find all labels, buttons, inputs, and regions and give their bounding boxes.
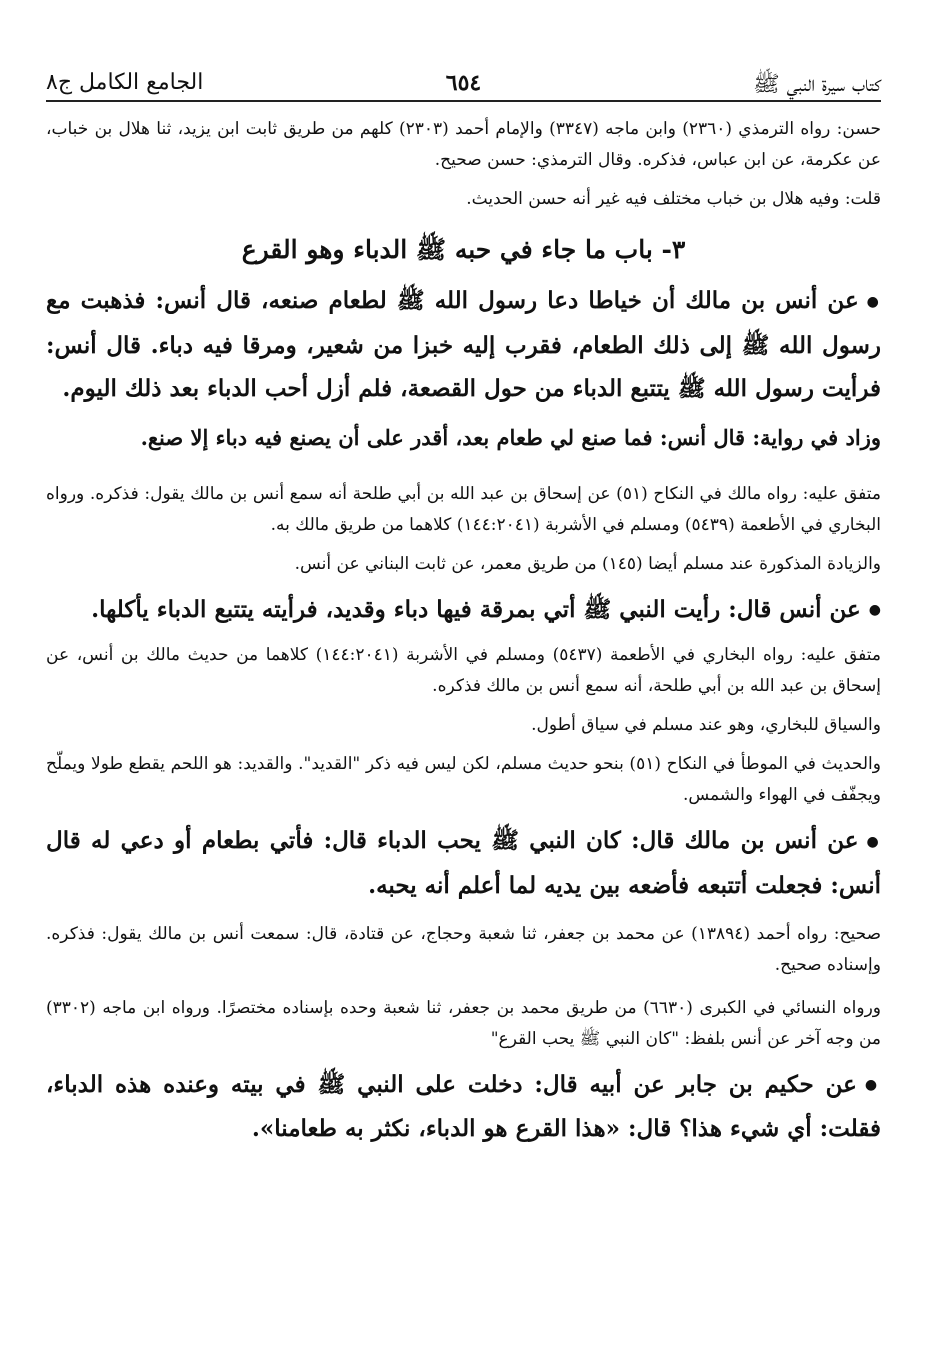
takhrij-paragraph: صحيح: رواه أحمد (١٣٨٩٤) عن محمد بن جعفر، ثنا شعبة وحجاج، عن قتادة، قال: سمعت أنس بن مالك يقول: فذكره. وإسناده صحيح. — [46, 923, 882, 975]
takhrij-paragraph: والحديث في الموطأ في النكاح (٥١) بنحو حديث مسلم، لكن ليس فيه ذكر "القديد". والقديد: هو اللحم يقطع طولا ويملّح ويجفّف في الهواء والشمس. — [46, 754, 881, 805]
takhrij-paragraph: متفق عليه: رواه مالك في النكاح (٥١) عن إسحاق بن عبد الله بن أبي طلحة أنه سمع أنس بن مالك يقول: فذكره. ورواه البخاري في الأطعمة (٥٤٣٩) ومسلم في الأشربة (١٤٤:٢٠٤١) كلاهما من طريق مالك به. — [46, 483, 881, 535]
chapter-heading: ٣- باب ما جاء في حبه ﷺ الدباء وهو القرع — [241, 235, 686, 264]
note-paragraph: قلت: وفيه هلال بن خباب مختلف فيه غير أنه حسن الحديث. — [466, 189, 881, 209]
hadith-paragraph: ● عن أنس قال: رأيت النبي ﷺ أتي بمرقة فيها دباء وقديد، فرأيته يتتبع الدباء يأكلها. — [46, 588, 881, 633]
hadith-paragraph: ● عن حكيم بن جابر عن أبيه قال: دخلت على النبي ﷺ في بيته وعنده هذه الدباء، فقلت: أي شيء هذا؟ قال: «هذا القرع هو الدباء، نكثر به طعامنا». — [46, 1063, 881, 1151]
page-content — [46, 114, 881, 1150]
hadith-addition: وزاد في رواية: قال أنس: فما صنع لي طعام بعد، أقدر على أن يصنع فيه دباء إلا صنع. — [140, 424, 881, 450]
book-title: كتاب سيرة النبي ﷺ — [753, 72, 881, 97]
page-number: ٦٥٤ — [445, 70, 482, 96]
footnote-paragraph: حسن: رواه الترمذي (٢٣٦٠) وابن ماجه (٣٣٤٧) والإمام أحمد (٢٣٠٣) كلهم من طريق ثابت ابن يزيد، ثنا هلال بن خباب، عن عكرمة، عن ابن عباس، فذكره. وقال الترمذي: حسن صحيح. — [46, 119, 882, 170]
series-title: الجامع الكامل ج٨ — [46, 70, 204, 95]
takhrij-paragraph: والسياق للبخاري، وهو عند مسلم في سياق أطول. — [531, 715, 881, 735]
page-header — [46, 40, 881, 102]
takhrij-paragraph: ورواه النسائي في الكبرى (٦٦٣٠) من طريق محمد بن جعفر، ثنا شعبة وحده بإسناده مختصرًا. ورواه ابن ماجه (٣٣٠٢) من وجه آخر عن أنس بلفظ: "كان النبي ﷺ يحب القرع" — [46, 997, 881, 1049]
hadith-paragraph: ● عن أنس بن مالك أن خياطا دعا رسول الله ﷺ لطعام صنعه، قال أنس: فذهبت مع رسول الله ﷺ إلى ذلك الطعام، فقرب إليه خبزا من شعير، ومرقا فيه دباء. قال أنس: فرأيت رسول الله ﷺ يتتبع الدباء من حول القصعة، فلم أزل أحب الدباء بعد ذلك اليوم. — [46, 279, 881, 410]
hadith-paragraph: ● عن أنس بن مالك قال: كان النبي ﷺ يحب الدباء قال: فأتي بطعام أو دعي له قال أنس: فجعلت أتتبعه فأضعه بين يديه لما أعلم أنه يحبه. — [46, 819, 881, 907]
takhrij-paragraph: والزيادة المذكورة عند مسلم أيضا (١٤٥) من طريق معمر، عن ثابت البناني عن أنس. — [294, 553, 881, 574]
takhrij-paragraph: متفق عليه: رواه البخاري في الأطعمة (٥٤٣٧) ومسلم في الأشربة (١٤٤:٢٠٤١) كلاهما من حديث مالك بن أنس، عن إسحاق بن عبد الله بن أبي طلحة، أنه سمع أنس بن مالك فذكره. — [46, 645, 881, 696]
